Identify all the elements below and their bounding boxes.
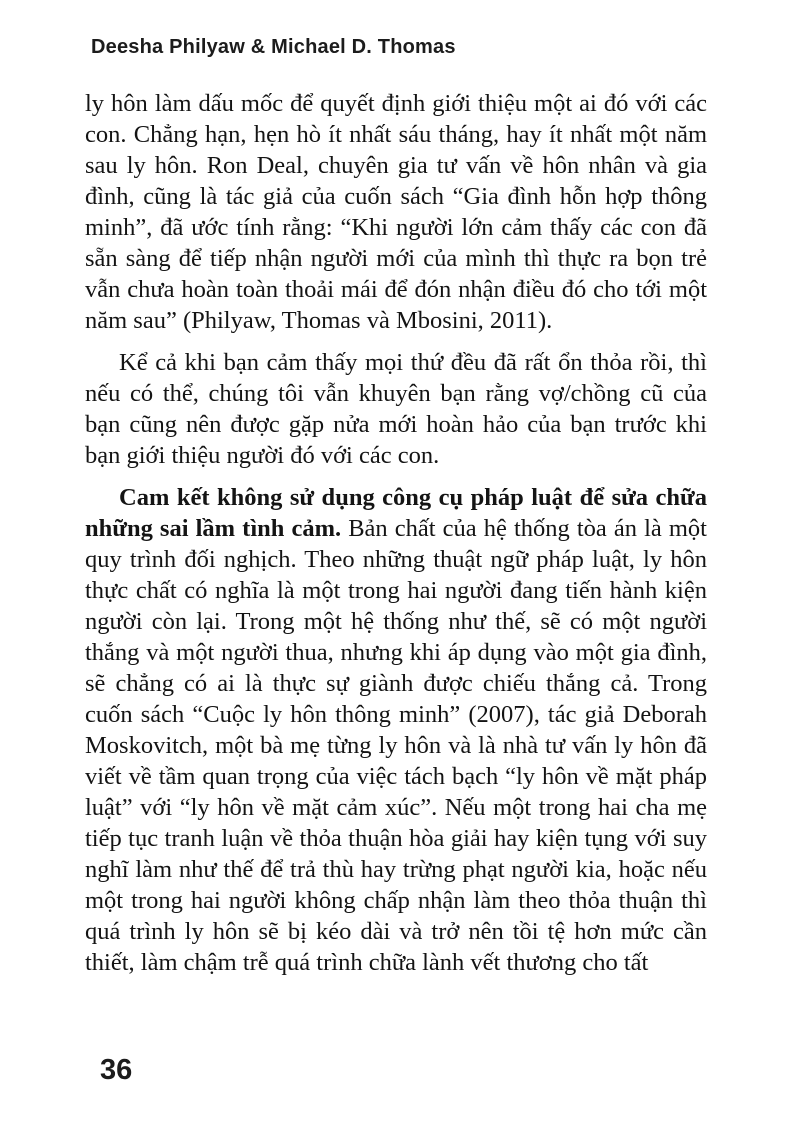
page-number: 36: [100, 1054, 133, 1086]
paragraph-1: ly hôn làm dấu mốc để quyết định giới thiệu một ai đó với các con. Chẳng hạn, hẹn hò ít nhất sáu tháng, hay ít nhất một năm sau ly hôn. Ron Deal, chuyên gia tư vấn về hôn nhân và gia đình, cũng là tác giả của cuốn sách “Gia đình hỗn hợp thông minh”, đã ước tính rằng: “Khi người lớn cảm thấy các con đã sẵn sàng để tiếp nhận người mới của mình thì thực ra bọn trẻ vẫn chưa hoàn toàn thoải mái để đón nhận điều đó cho tới một năm sau” (Philyaw, Thomas và Mbosini, 2011).: [85, 90, 707, 334]
paragraph-3: [85, 482, 707, 978]
paragraph-3-bold-lead: Cam kết không sử dụng công cụ pháp luật để sửa chữa những sai lầm tình cảm.: [85, 484, 707, 542]
running-header: Deesha Philyaw & Michael D. Thomas: [91, 36, 456, 58]
paragraph-2: Kể cả khi bạn cảm thấy mọi thứ đều đã rất ổn thỏa rồi, thì nếu có thể, chúng tôi vẫn khuyên bạn rằng vợ/chồng cũ của bạn cũng nên được gặp nửa mới hoàn hảo của bạn trước khi bạn giới thiệu người đó với các con.: [85, 349, 707, 469]
body-text: [85, 88, 707, 989]
paragraph-3-body: Bản chất của hệ thống tòa án là một quy trình đối nghịch. Theo những thuật ngữ pháp luật, ly hôn thực chất có nghĩa là một trong hai người đang tiến hành kiện người còn lại. Trong một hệ thống như thế, sẽ có một người thắng và một người thua, nhưng khi áp dụng vào một gia đình, sẽ chẳng có ai là thực sự giành được chiếu thắng cả. Trong cuốn sách “Cuộc ly hôn thông minh” (2007), tác giả Deborah Moskovitch, một bà mẹ từng ly hôn và là nhà tư vấn ly hôn đã viết về tầm quan trọng của việc tách bạch “ly hôn về mặt pháp luật” với “ly hôn về mặt cảm xúc”. Nếu một trong hai cha mẹ tiếp tục tranh luận về thỏa thuận hòa giải hay kiện tụng với suy nghĩ làm như thế để trả thù hay trừng phạt người kia, hoặc nếu một trong hai người không chấp nhận làm theo thỏa thuận thì quá trình ly hôn sẽ bị kéo dài và trở nên tồi tệ hơn mức cần thiết, làm chậm trễ quá trình chữa lành vết thương cho tất: [85, 515, 707, 976]
